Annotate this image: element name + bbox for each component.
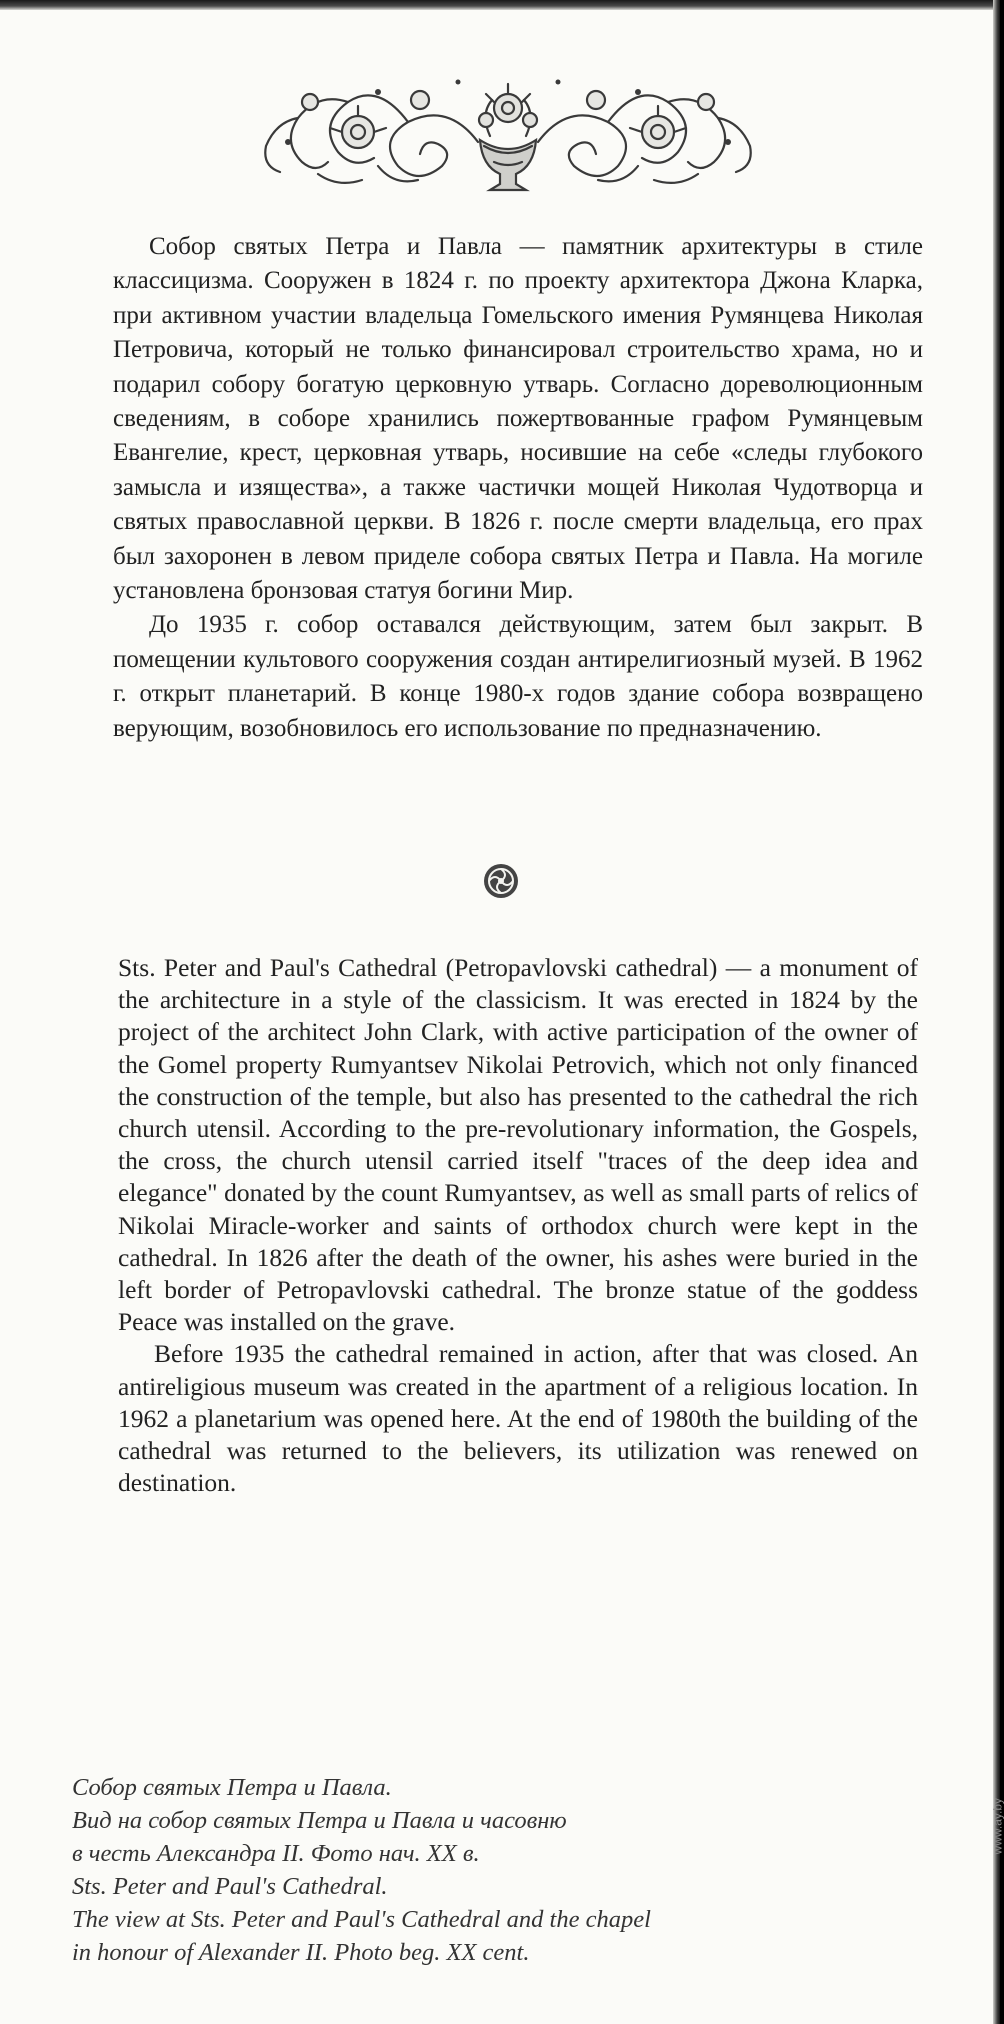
english-paragraph-2: Before 1935 the cathedral remained in action, after that was closed. An antireligious museum was created in the apartment of a religious location. In 1962 a planetarium was opened here. At the end of 1980th the building of the cathedral was returned to the believers, its utilization was renewed on destination. <box>118 1339 918 1498</box>
caption-en-line-3: in honour of Alexander II. Photo beg. XX cent. <box>72 1939 530 1966</box>
rosette-icon <box>482 862 520 900</box>
scan-right-edge <box>993 0 1000 2024</box>
english-description <box>118 952 918 1499</box>
caption-en-line-2: The view at Sts. Peter and Paul's Cathedral and the chapel <box>72 1906 651 1933</box>
english-photo-caption <box>72 1870 912 1969</box>
russian-paragraph-1: Собор святых Петра и Павла — памятник архитектуры в стиле классицизма. Сооружен в 1824 г. по проекту архитектора Джона Кларка, при активном участии владельца Гомельского имения Румянцева Николая Петровича, который не только финансировал строительство храма, но и подарил собору богатую церковную утварь. Согласно дореволюционным сведениям, в соборе хранились пожертвованные графом Румянцевым Евангелие, крест, церковная утварь, носившие на себе «следы глубокого замысла и изящества», а также частички мощей Николая Чудотворца и святых православной церкви. В 1826 г. после смерти владельца, его прах был захоронен в левом приделе собора святых Петра и Павла. На могиле установлена бронзовая статуя богини Мир. <box>113 233 923 605</box>
caption-en-line-1: Sts. Peter and Paul's Cathedral. <box>72 1873 388 1900</box>
caption-ru-line-3: в честь Александра II. Фото нач. XX в. <box>72 1840 480 1867</box>
floral-vase-ornament-icon <box>258 62 758 200</box>
site-watermark: www.ay.by <box>990 1798 1004 1855</box>
russian-description <box>113 230 923 746</box>
russian-paragraph-2: До 1935 г. собор оставался действующим, затем был закрыт. В помещении культового сооружения создан антирелигиозный музей. В 1962 г. открыт планетарий. В конце 1980-х годов здание собора возвращено верующим, возобновилось его использование по предназначению. <box>113 611 923 742</box>
russian-photo-caption <box>72 1771 912 1870</box>
scan-top-edge <box>0 0 1000 10</box>
caption-ru-line-2: Вид на собор святых Петра и Павла и часовню <box>72 1807 567 1834</box>
caption-ru-line-1: Собор святых Петра и Павла. <box>72 1774 392 1801</box>
english-paragraph-1: Sts. Peter and Paul's Cathedral (Petropavlovski cathedral) — a monument of the architecture in a style of the classicism. It was erected in 1824 by the project of the architect John Clark, with active participation of the owner of the Gomel property Rumyantsev Nikolai Petrovich, which not only financed the construction of the temple, but also has presented to the cathedral the rich church utensil. According to the pre-revolutionary information, the Gospels, the cross, the church utensil carried itself "traces of the deep idea and elegance" donated by the count Rumyantsev, as well as small parts of relics of Nikolai Miracle-worker and saints of orthodox church were kept in the cathedral. In 1826 after the death of the owner, his ashes were buried in the left border of Petropavlovski cathedral. The bronze statue of the goddess Peace was installed on the grave. <box>118 953 918 1337</box>
